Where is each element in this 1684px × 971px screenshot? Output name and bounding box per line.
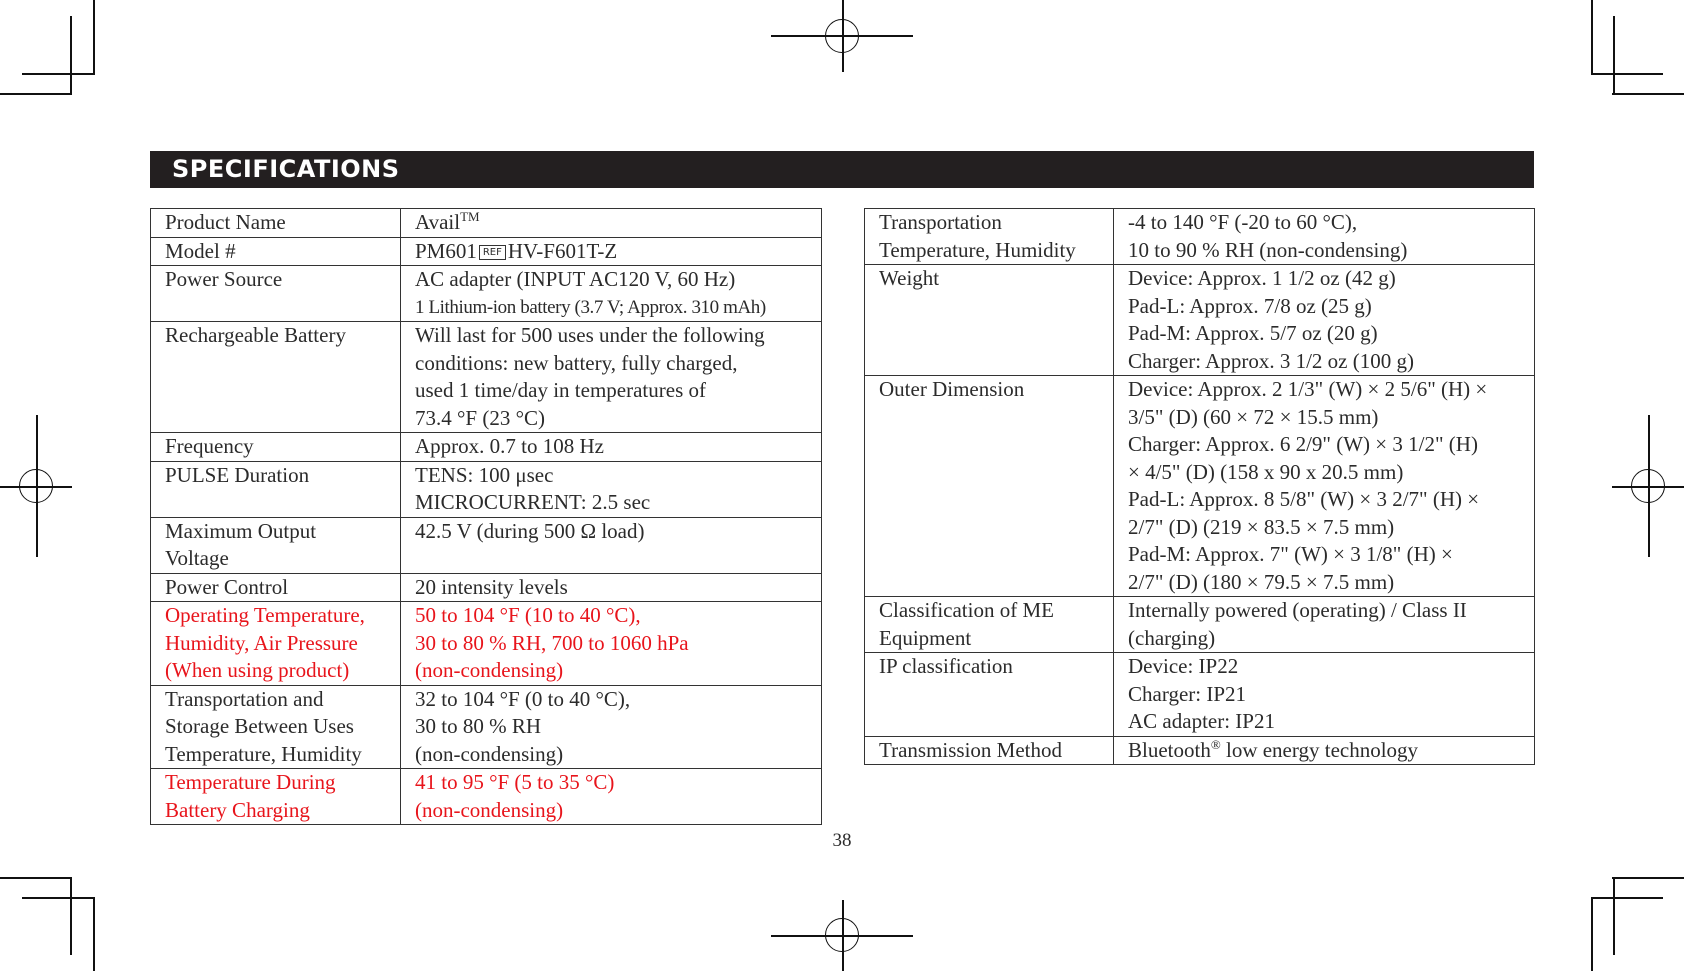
- spec-label: Frequency: [151, 433, 401, 462]
- section-header: [150, 151, 1534, 188]
- specifications-table-left: [150, 208, 822, 825]
- table-row: [865, 265, 1535, 376]
- table-row: [865, 736, 1535, 765]
- table-row: [865, 209, 1535, 265]
- bluetooth-name: Bluetooth: [1128, 737, 1211, 762]
- spec-value: 32 to 104 °F (0 to 40 °C), 30 to 80 % RH (non-condensing): [401, 685, 822, 769]
- page-number: 38: [832, 830, 852, 851]
- spec-label: Power Control: [151, 573, 401, 602]
- table-row: [151, 573, 822, 602]
- spec-label: Operating Temperature, Humidity, Air Pressure (When using product): [151, 602, 401, 686]
- spec-value: Will last for 500 uses under the following conditions: new battery, fully charged, used 1 time/day in temperatures of 73.4 °F (23 °C): [401, 322, 822, 433]
- spec-value: Device: Approx. 2 1/3" (W) × 2 5/6" (H) × 3/5" (D) (60 × 72 × 15.5 mm) Charger: Approx. 6 2/9" (W) × 3 1/2" (H) × 4/5" (D) (158 x 90 x 20.5 mm) Pad-L: Approx. 8 5/8" (W) × 3 2/7" (H) × 2/7" (D) (219 × 83.5 × 7.5 mm) Pad-M: Approx. 7" (W) × 3 1/8" (H) × 2/7" (D) (180 × 79.5 × 7.5 mm): [1114, 376, 1535, 597]
- model-prefix: PM601: [415, 238, 477, 263]
- table-row: [865, 376, 1535, 597]
- spec-value: TENS: 100 μsec MICROCURRENT: 2.5 sec: [401, 461, 822, 517]
- spec-value: 50 to 104 °F (10 to 40 °C), 30 to 80 % RH, 700 to 1060 hPa (non-condensing): [401, 602, 822, 686]
- spec-value: 20 intensity levels: [401, 573, 822, 602]
- spec-label: Power Source: [151, 266, 401, 322]
- table-row: [151, 685, 822, 769]
- spec-value: Device: Approx. 1 1/2 oz (42 g) Pad-L: Approx. 7/8 oz (25 g) Pad-M: Approx. 5/7 oz (20 g) Charger: Approx. 3 1/2 oz (100 g): [1114, 265, 1535, 376]
- spec-value: Device: IP22 Charger: IP21 AC adapter: IP21: [1114, 653, 1535, 737]
- specifications-table-right: [864, 208, 1535, 765]
- spec-value: Internally powered (operating) / Class II (charging): [1114, 597, 1535, 653]
- registered-symbol: ®: [1210, 736, 1221, 752]
- spec-label: IP classification: [865, 653, 1114, 737]
- spec-label: Product Name: [151, 209, 401, 238]
- spec-value: -4 to 140 °F (-20 to 60 °C), 10 to 90 % RH (non-condensing): [1114, 209, 1535, 265]
- table-row: [151, 517, 822, 573]
- spec-value: AC adapter (INPUT AC120 V, 60 Hz) 1 Lithium-ion battery (3.7 V; Approx. 310 mAh): [401, 266, 822, 322]
- table-row: [151, 237, 822, 266]
- table-row: [151, 209, 822, 238]
- spec-label: Temperature During Battery Charging: [151, 769, 401, 825]
- spec-value: 42.5 V (during 500 Ω load): [401, 517, 822, 573]
- spec-label: Transportation Temperature, Humidity: [865, 209, 1114, 265]
- spec-label: Model #: [151, 237, 401, 266]
- spec-label: Transportation and Storage Between Uses Temperature, Humidity: [151, 685, 401, 769]
- battery-spec: 1 Lithium-ion battery (3.7 V; Approx. 310 mAh): [415, 296, 766, 318]
- spec-value: [401, 209, 822, 238]
- spec-label: Classification of ME Equipment: [865, 597, 1114, 653]
- spec-label: Transmission Method: [865, 736, 1114, 765]
- spec-value: Approx. 0.7 to 108 Hz: [401, 433, 822, 462]
- ref-symbol-icon: REF: [479, 245, 506, 260]
- table-row: [151, 266, 822, 322]
- table-row: [865, 653, 1535, 737]
- table-row: [151, 322, 822, 433]
- trademark-symbol: TM: [460, 209, 480, 224]
- spec-label: PULSE Duration: [151, 461, 401, 517]
- spec-label: Rechargeable Battery: [151, 322, 401, 433]
- table-row: [151, 433, 822, 462]
- spec-value: [401, 237, 822, 266]
- spec-value: Bluetooth® low energy technology: [1114, 736, 1535, 765]
- table-row-highlighted: [151, 602, 822, 686]
- model-suffix: HV-F601T-Z: [507, 238, 618, 263]
- spec-label: Maximum Output Voltage: [151, 517, 401, 573]
- section-title: SPECIFICATIONS: [172, 155, 400, 183]
- table-row: [151, 461, 822, 517]
- product-name: Avail: [415, 210, 461, 234]
- spec-label: Weight: [865, 265, 1114, 376]
- table-row: [865, 597, 1535, 653]
- table-row-highlighted: [151, 769, 822, 825]
- spec-value: 41 to 95 °F (5 to 35 °C) (non-condensing): [401, 769, 822, 825]
- spec-label: Outer Dimension: [865, 376, 1114, 597]
